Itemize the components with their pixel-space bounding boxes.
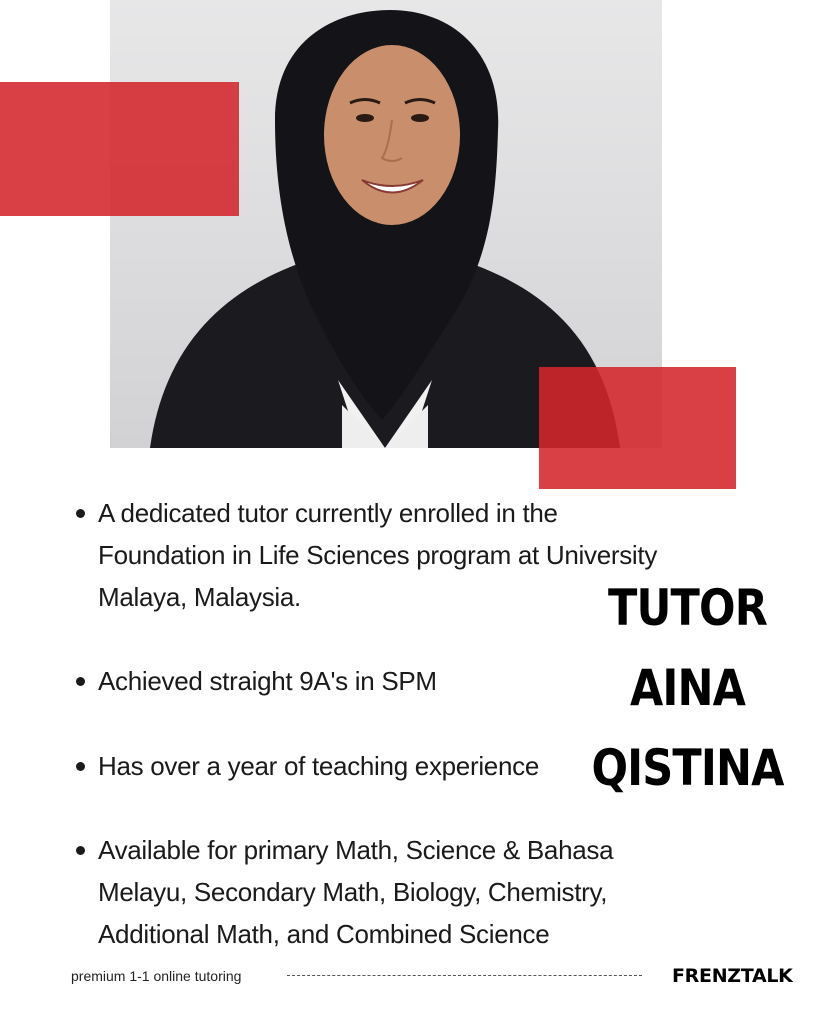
bullet-icon xyxy=(76,762,85,771)
brand-logo-text: FRENZTALK xyxy=(672,965,793,987)
tutor-name-line-2: AINA xyxy=(629,659,746,717)
footer-tagline: premium 1-1 online tutoring xyxy=(71,968,242,984)
bullet-icon xyxy=(76,846,85,855)
bullet-text: Available for primary Math, Science & Bahasa Melayu, Secondary Math, Biology, Chemistry, Additional Math, and Combined Science xyxy=(98,835,614,949)
bullet-text: A dedicated tutor currently enrolled in the Foundation in Life Sciences program at University Malaya, Malaysia. xyxy=(98,498,658,612)
red-accent-block-bottom xyxy=(539,367,736,489)
list-item xyxy=(70,660,660,702)
footer-divider xyxy=(287,975,642,976)
red-accent-block-top xyxy=(0,82,239,216)
list-item xyxy=(70,745,660,787)
bullet-text: Has over a year of teaching experience xyxy=(98,751,539,781)
tutor-name-heading xyxy=(586,568,788,808)
list-item xyxy=(70,492,660,618)
tutor-name-line-1: TUTOR xyxy=(608,579,767,637)
bullet-icon xyxy=(76,509,85,518)
list-item xyxy=(70,829,660,955)
bullet-text: Achieved straight 9A's in SPM xyxy=(98,666,437,696)
bullet-icon xyxy=(76,677,85,686)
tutor-name-line-3: QISTINA xyxy=(591,739,784,797)
